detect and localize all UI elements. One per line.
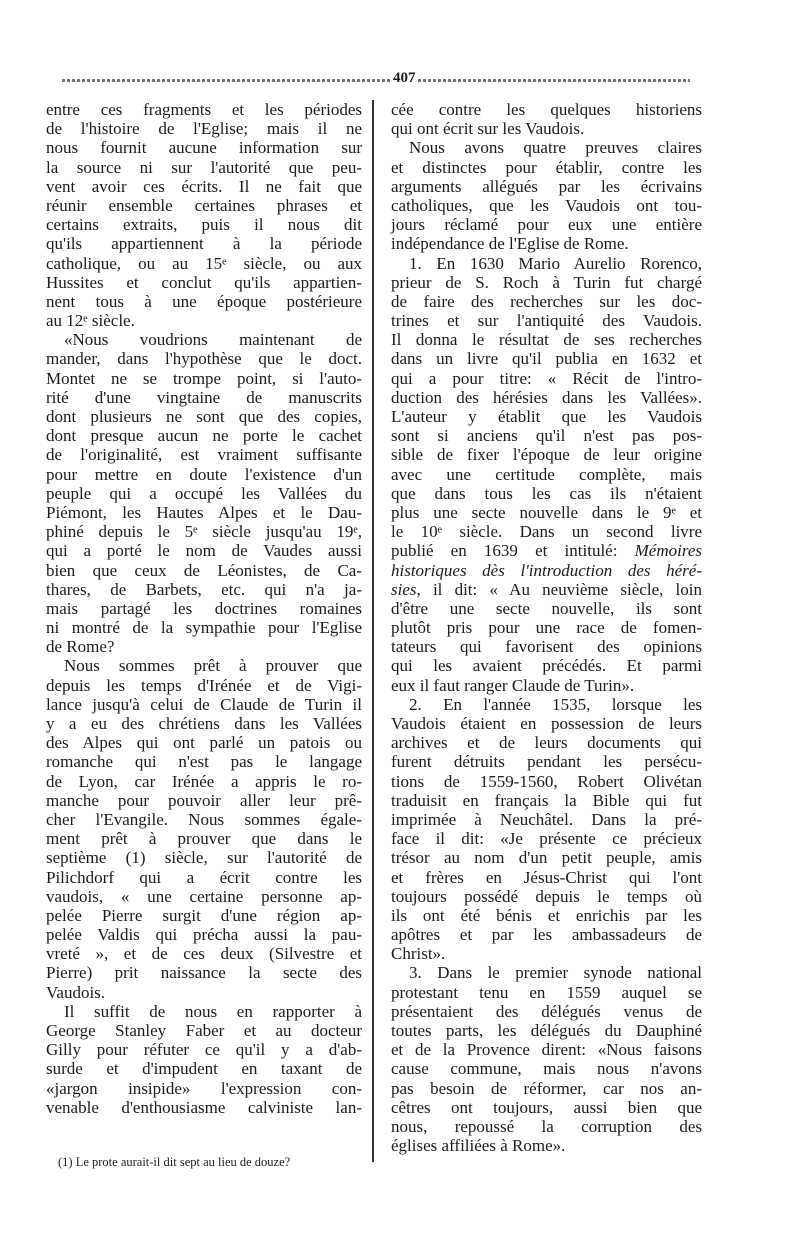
text-line: «Nous voudrions maintenant de [64, 330, 362, 350]
text-line [391, 541, 702, 560]
paragraph [46, 100, 362, 330]
text-line: et frères en Jésus-Christ qui l'ont [391, 867, 702, 887]
text-line: de Rome? [46, 637, 115, 657]
text-line: septième (1) siècle, sur l'autorité de [46, 848, 362, 868]
text-line: cher l'Evangile. Nous sommes égale- [46, 809, 362, 829]
text-line: trésor au nom d'un petit peuple, amis [391, 848, 702, 868]
text-line: nous, repoussé la corruption des [391, 1116, 702, 1136]
text-line: 2. En l'année 1535, lorsque les [409, 694, 702, 714]
paragraph [391, 100, 702, 138]
text-line: nent tous à une époque postérieure [46, 291, 362, 311]
paragraph [46, 330, 362, 656]
paragraph [391, 963, 702, 1155]
text-line: Pierre) prit naissance la secte des [46, 963, 362, 983]
text-line: certains extraits, puis il nous dit [46, 215, 362, 235]
text-line: Il donna le résultat de ses recherches [391, 330, 702, 350]
text-line: jours réclamé pour eux une entière [391, 215, 702, 235]
text-line: mais partagé les doctrines romaines [46, 598, 362, 618]
text-line: Nous sommes prêt à prouver que [64, 656, 362, 676]
text-line: vent avoir ces écrits. Il ne fait que [46, 176, 362, 196]
text-line: furent détruits pendant les persécu- [391, 752, 702, 772]
paragraph [391, 254, 702, 695]
text-line: cause commune, mais nous n'avons [391, 1059, 702, 1079]
text-line: églises affiliées à Rome». [391, 1136, 566, 1156]
text-line: romanche qui n'est pas le langage [46, 752, 362, 772]
text-line: pelée Pierre surgit d'une région ap- [46, 905, 362, 925]
text-line: entre ces fragments et les périodes [46, 100, 362, 119]
text-line: depuis les temps d'Irénée et de Vigi- [46, 675, 362, 695]
text-line: traduisit en français la Bible qui fut [391, 790, 702, 810]
text-line: «jargon insipide» l'expression con- [46, 1078, 362, 1098]
text-line: de faire des recherches sur les doc- [391, 291, 702, 311]
text-line: toujours possédé depuis le temps où [391, 886, 702, 906]
text-line: trines et sur l'antiquité des Vaudois. [391, 311, 702, 331]
text-line: arguments allégués par les écrivains [391, 176, 702, 196]
left-column [46, 100, 362, 1117]
text-line: L'auteur y établit que les Vaudois [391, 407, 702, 426]
text-line: Vaudois. [46, 982, 106, 1002]
text-line: imprimée à Neuchâtel. Dans la pré- [391, 809, 702, 829]
text-line [391, 561, 702, 580]
text-line: que dans tous les cas ils n'étaient [391, 483, 702, 503]
line-text: publié en 1639 et intitulé: [391, 541, 635, 561]
text-line: Nous avons quatre preuves claires [409, 138, 702, 158]
text-line: ils ont été bénis et enrichis par les [391, 905, 702, 925]
text-line: plutôt pris pour une race de fomen- [391, 618, 702, 638]
text-line: pas besoin de réformer, car nos an- [391, 1078, 702, 1098]
text-line: sible de fixer l'époque de leur origine [391, 445, 702, 465]
paragraph [46, 1002, 362, 1117]
text-line: mander, dans l'hypothèse que le doct. [46, 349, 362, 369]
text-line: manche pour pouvoir aller leur prê- [46, 790, 362, 810]
text-line: y a eu des chrétiens dans les Vallées [46, 714, 362, 733]
text-line: dont presque aucun ne porte le cachet [46, 426, 362, 446]
italic-title-text: sies [391, 579, 417, 599]
text-line: présentaient des délégués venus de [391, 1001, 702, 1021]
text-line: toutes parts, les délégués du Dauphiné [391, 1021, 702, 1040]
paragraph [391, 695, 702, 964]
text-line: prieur de S. Roch à Turin fut chargé [391, 272, 702, 292]
text-line: surde et d'impudent en taxant de [46, 1059, 362, 1079]
text-line: thares, de Barbets, etc. qui n'a ja- [46, 579, 362, 599]
column-divider [372, 100, 374, 1162]
text-line: qui les avaient précédés. Et parmi [391, 656, 702, 676]
text-line: nous fournit aucune information sur [46, 138, 362, 158]
text-line: dont plusieurs ne sont que des copies, [46, 407, 362, 426]
text-line: phiné depuis le 5ᵉ siècle jusqu'au 19ᵉ, [46, 522, 362, 542]
text-line: le 10ᵉ siècle. Dans un second livre [391, 522, 702, 542]
text-line: protestant tenu en 1559 auquel se [391, 982, 702, 1002]
text-line: d'être une secte nouvelle, ils sont [391, 598, 702, 618]
text-line: qu'ils appartiennent à la période [46, 234, 362, 254]
text-line: au 12ᵉ siècle. [46, 311, 135, 331]
text-line: rité d'une vingtaine de manuscrits [46, 387, 362, 407]
line-text: , il dit: « Au neuvième siècle, loin [416, 579, 702, 599]
text-line: tateurs qui favorisent des opinions [391, 637, 702, 657]
text-line: 1. En 1630 Mario Aurelio Rorenco, [409, 253, 702, 273]
text-line: cêtres ont toujours, aussi bien que [391, 1097, 702, 1117]
text-line: de l'histoire de l'Eglise; mais il ne [46, 119, 362, 139]
right-column [391, 100, 702, 1155]
italic-title-text: historiques dès l'introduction des héré- [391, 560, 702, 580]
text-line: tions de 1559-1560, Robert Olivétan [391, 771, 702, 791]
text-line: avec une certitude complète, mais [391, 464, 702, 484]
text-line: indépendance de l'Eglise de Rome. [391, 234, 629, 254]
header-ornament-rule-left [62, 79, 392, 82]
text-line: Piémont, les Hautes Alpes et le Dau- [46, 502, 362, 522]
page-number: 407 [393, 70, 416, 86]
text-line: la source ni sur l'autorité que peu- [46, 157, 362, 177]
text-line: et distinctes pour établir, contre les [391, 157, 702, 177]
text-line: pelée Valdis qui précha aussi la pau- [46, 925, 362, 945]
text-line: dans un livre qu'il publia en 1632 et [391, 349, 702, 369]
paragraph [46, 656, 362, 1001]
text-line: Gilly pour réfuter ce qu'il y a d'ab- [46, 1040, 362, 1060]
text-line: catholiques, que les Vaudois ont tou- [391, 195, 702, 215]
paragraph [391, 138, 702, 253]
text-line: qui a pour titre: « Récit de l'intro- [391, 368, 702, 388]
text-line: ni montré de la sympathie pour l'Eglise [46, 618, 362, 638]
text-line: lance jusqu'à celui de Claude de Turin il [46, 694, 362, 714]
text-line: plus une secte nouvelle dans le 9ᵉ et [391, 502, 702, 522]
text-line: qui ont écrit sur les Vaudois. [391, 119, 585, 139]
text-line: Hussites et conclut qu'ils appartien- [46, 272, 362, 292]
text-line: catholique, ou au 15ᵉ siècle, ou aux [46, 253, 362, 273]
text-line: réunir ensemble certaines phrases et [46, 195, 362, 215]
text-line: cée contre les quelques historiens [391, 100, 702, 119]
text-line: George Stanley Faber et au docteur [46, 1021, 362, 1040]
footnote: (1) Le prote aurait-il dit sept au lieu de douze? [58, 1155, 291, 1169]
text-line: eux il faut ranger Claude de Turin». [391, 675, 635, 695]
text-line: vreté », et de ces deux (Silvestre et [46, 944, 362, 964]
text-line: pour mettre en doute l'existence d'un [46, 464, 362, 484]
italic-title-text: Mémoires [634, 541, 702, 561]
text-line: Montet ne se trompe point, si l'auto- [46, 368, 362, 388]
text-line: de Lyon, car Irénée a appris le ro- [46, 771, 362, 791]
text-line: vaudois, « une certaine personne ap- [46, 886, 362, 906]
header-ornament-rule-right [418, 79, 690, 82]
text-line: des Alpes qui ont parlé un patois ou [46, 733, 362, 753]
text-line: apôtres et par les ambassadeurs de [391, 925, 702, 945]
text-line: de l'originalité, est vraiment suffisante [46, 445, 362, 465]
text-line: archives et de leurs documents qui [391, 733, 702, 753]
text-line: qui a porté le nom de Vaudes aussi [46, 541, 362, 561]
text-line: 3. Dans le premier synode national [409, 963, 702, 983]
text-line: Il suffit de nous en rapporter à [64, 1001, 362, 1021]
text-line: bien que ceux de Léonistes, de Ca- [46, 560, 362, 580]
text-line: Christ». [391, 944, 446, 964]
text-line [391, 580, 702, 599]
text-line: Vaudois étaient en possession de leurs [391, 714, 702, 733]
text-line: Pilichdorf qui a écrit contre les [46, 867, 362, 887]
text-line: et de la Provence dirent: «Nous faisons [391, 1040, 702, 1060]
text-line: duction des hérésies dans les Vallées». [391, 387, 702, 407]
text-line: peuple qui a occupé les Vallées du [46, 483, 362, 503]
text-line: sont si anciens qu'il n'est pas pos- [391, 426, 702, 446]
text-line: face il dit: «Je présente ce précieux [391, 829, 702, 849]
text-line: ment prêt à prouver que dans le [46, 829, 362, 849]
text-line: venable d'enthousiasme calviniste lan- [46, 1097, 362, 1117]
